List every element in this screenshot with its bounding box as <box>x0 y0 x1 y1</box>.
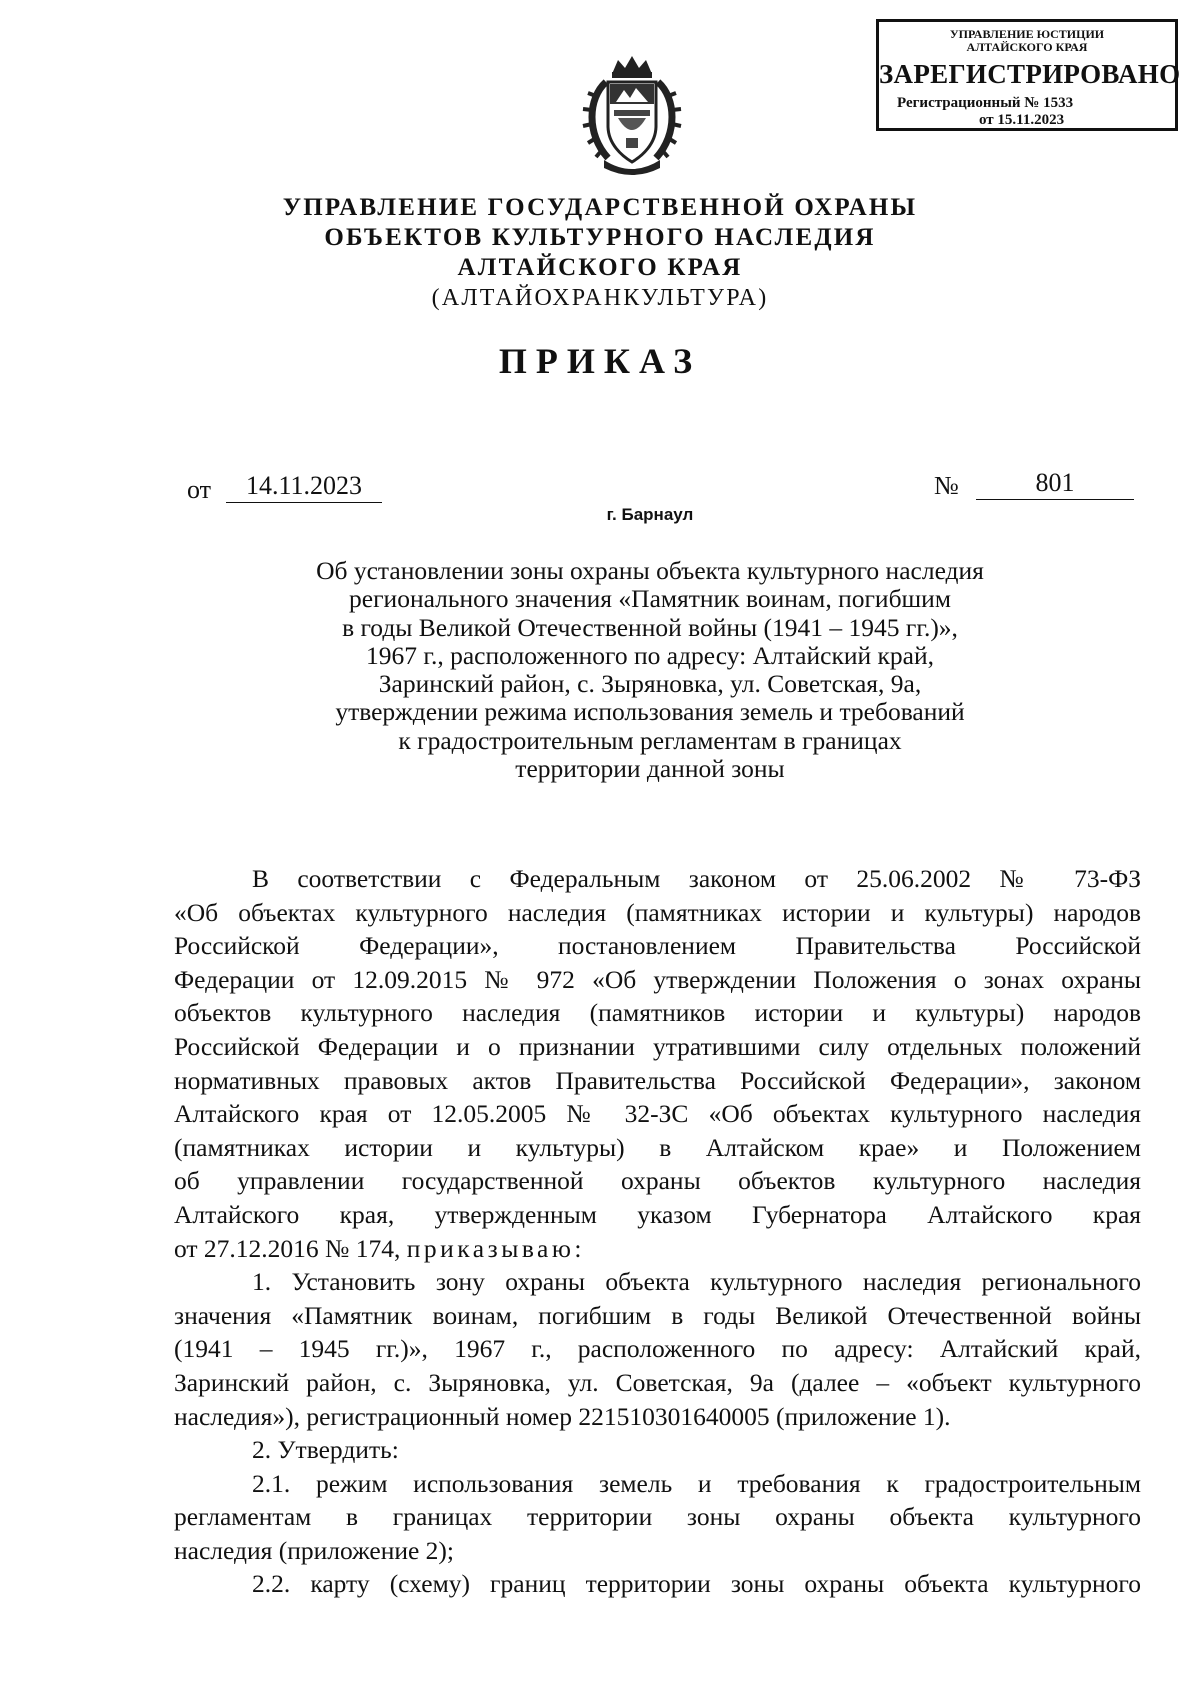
subject-line: в годы Великой Отечественной войны (1941 – 1945 гг.)», <box>342 612 958 642</box>
stamp-registration-date: от 15.11.2023 <box>979 112 1065 128</box>
document-number: 801 <box>976 467 1134 500</box>
subject-line: Заринский район, с. Зыряновка, ул. Советская, 9а, <box>378 669 922 699</box>
number-label: № <box>934 471 959 500</box>
stamp-authority-line2: АЛТАЙСКОГО КРАЯ <box>966 40 1088 54</box>
subject-line: регионального значения «Памятник воинам, погибшим <box>349 584 951 614</box>
date-label: от <box>187 475 212 504</box>
body-line: В соответствии с Федеральным законом от 25.06.2002 № 73-ФЗ <box>252 864 1141 893</box>
body-line: об управлении государственной охраны объектов культурного наследия <box>174 1166 1141 1196</box>
body-line <box>174 1232 1141 1266</box>
body-line: наследия»), регистрационный номер 221510301640005 (приложение 1). <box>174 1401 951 1431</box>
body-line: «Об объектах культурного наследия (памятниках истории и культуры) народов <box>174 897 1141 927</box>
subject-line: 1967 г., расположенного по адресу: Алтайский край, <box>366 640 934 670</box>
order-body <box>174 862 1141 1601</box>
city-name: г. Барнаул <box>606 505 694 524</box>
subject-line: утверждении режима использования земель и требований <box>335 697 965 727</box>
org-name-line1: УПРАВЛЕНИЕ ГОСУДАРСТВЕННОЙ ОХРАНЫ <box>282 194 918 221</box>
body-line: (памятниках истории и культуры) в Алтайском крае» и Положением <box>174 1132 1141 1162</box>
order-subject <box>200 557 1100 783</box>
body-line: Российской Федерации», постановлением Правительства Российской <box>174 931 1141 961</box>
body-line: наследия (приложение 2); <box>174 1535 455 1565</box>
org-short-name: (АЛТАЙОХРАНКУЛЬТУРА) <box>431 285 769 311</box>
subject-line: Об установлении зоны охраны объекта культурного наследия <box>316 556 984 585</box>
stamp-title: ЗАРЕГИСТРИРОВАНО <box>879 59 1181 89</box>
body-line: значения «Памятник воинам, погибшим в годы Великой Отечественной войны <box>174 1300 1141 1330</box>
subject-line: к градостроительным регламентам в границах <box>398 725 902 755</box>
stamp-registration-number: Регистрационный № 1533 <box>897 95 1074 111</box>
coat-of-arms-icon <box>578 52 686 178</box>
body-line-text: от 27.12.2016 № 174, <box>174 1233 401 1263</box>
body-line: нормативных правовых актов Правительства Российской Федерации», законом <box>174 1065 1141 1095</box>
body-line: Заринский район, с. Зыряновка, ул. Советская, 9а (далее – «объект культурного <box>174 1367 1141 1397</box>
subject-line: территории данной зоны <box>515 754 785 784</box>
body-line: Федерации от 12.09.2015 № 972 «Об утверждении Положения о зонах охраны <box>174 964 1141 994</box>
body-line: (1941 – 1945 гг.)», 1967 г., расположенного по адресу: Алтайский край, <box>174 1334 1141 1364</box>
body-line: Российской Федерации и о признании утратившими силу отдельных положений <box>174 1031 1141 1061</box>
body-line: Алтайского края от 12.05.2005 № 32-ЗС «Об объектах культурного наследия <box>174 1099 1141 1129</box>
body-line: Алтайского края, утвержденным указом Губернатора Алтайского края <box>174 1199 1141 1229</box>
body-line: 1. Установить зону охраны объекта культурного наследия регионального <box>252 1267 1141 1297</box>
document-date: 14.11.2023 <box>226 470 382 503</box>
body-line: регламентам в границах территории зоны охраны объекта культурного <box>174 1502 1141 1532</box>
document-type-title: ПРИКАЗ <box>498 341 702 381</box>
org-name-line2: ОБЪЕКТОВ КУЛЬТУРНОГО НАСЛЕДИЯ <box>324 224 876 251</box>
body-line: 2. Утвердить: <box>252 1435 399 1465</box>
body-line: 2.2. карту (схему) границ территории зоны охраны объекта культурного <box>252 1569 1141 1599</box>
stamp-authority-line1: УПРАВЛЕНИЕ ЮСТИЦИИ <box>949 27 1105 41</box>
body-line: 2.1. режим использования земель и требования к градостроительным <box>252 1468 1141 1498</box>
order-verb: приказываю: <box>406 1233 585 1263</box>
body-line: объектов культурного наследия (памятников истории и культуры) народов <box>174 998 1141 1028</box>
org-name-line3: АЛТАЙСКОГО КРАЯ <box>457 254 743 281</box>
registration-stamp <box>876 19 1181 131</box>
